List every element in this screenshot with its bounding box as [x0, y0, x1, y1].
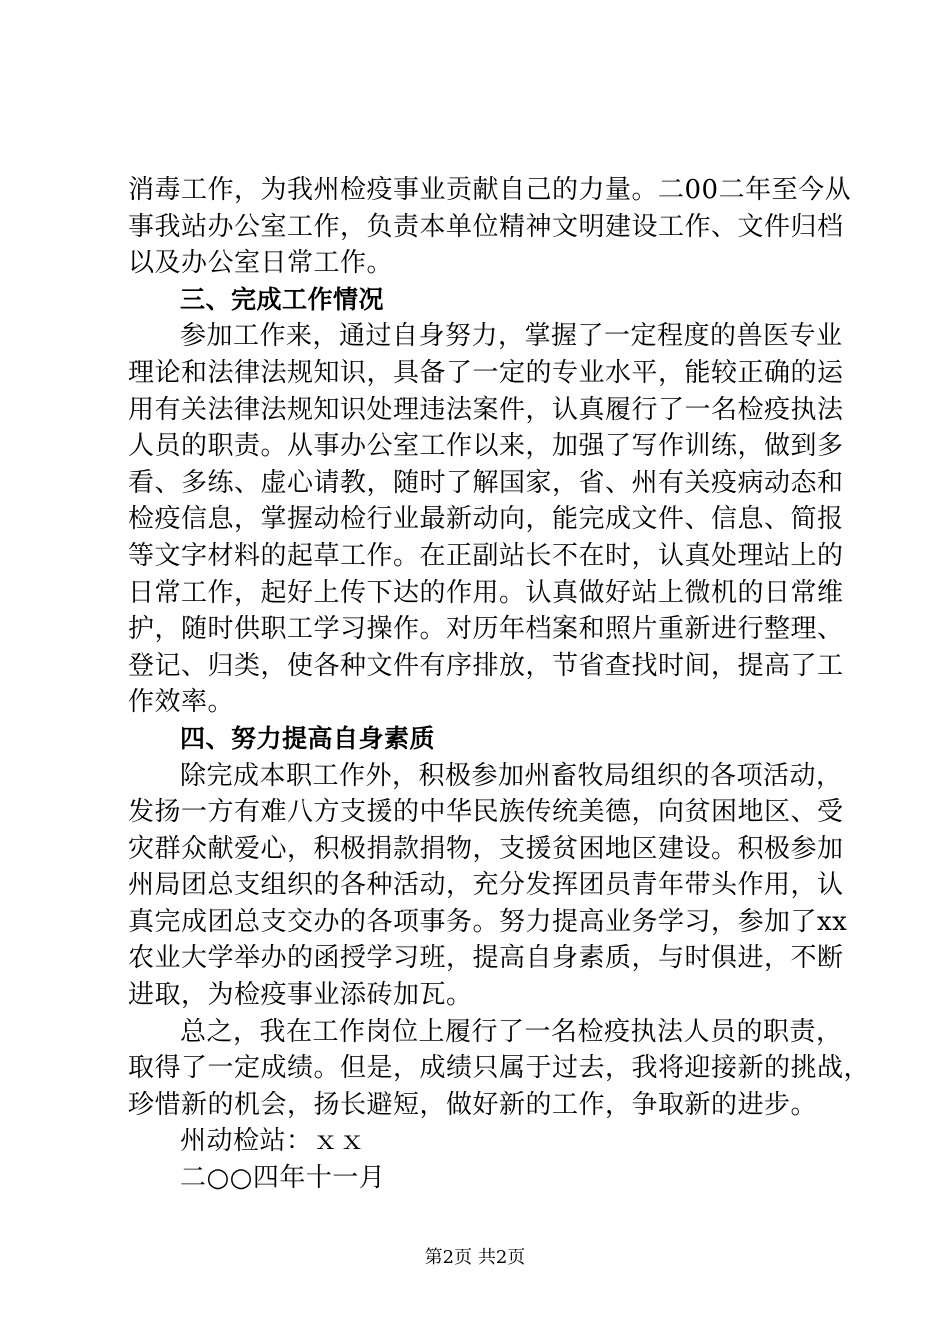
text-line: 检疫信息，掌握动检行业最新动向，能完成文件、信息、简报 — [128, 504, 844, 535]
text-line: 理论和法律法规知识，具备了一定的专业水平，能较正确的运 — [128, 357, 844, 388]
text-line: 州局团总支组织的各种活动，充分发挥团员青年带头作用，认 — [128, 870, 844, 901]
text-line: 用有关法律法规知识处理违法案件，认真履行了一名检疫执法 — [128, 394, 844, 425]
text-line: 进取，为检疫事业添砖加瓦。 — [128, 980, 473, 1011]
text-line: 珍惜新的机会，扬长避短，做好新的工作，争取新的进步。 — [128, 1089, 818, 1120]
text-line: 护，随时供职工学习操作。对历年档案和照片重新进行整理、 — [128, 614, 844, 645]
text-line: 真完成团总支交办的各项事务。努力提高业务学习，参加了xx — [128, 906, 848, 937]
text-line: 参加工作来，通过自身努力，掌握了一定程度的兽医专业 — [180, 321, 843, 352]
text-line: 州动检站：ｘｘ — [180, 1126, 366, 1157]
text-line: 灾群众献爱心，积极捐款捐物，支援贫困地区建设。积极参加 — [128, 833, 844, 864]
text-line: 作效率。 — [128, 687, 235, 718]
section-heading: 三、完成工作情况 — [180, 284, 385, 314]
text-line: 等文字材料的起草工作。在正副站长不在时，认真处理站上的 — [128, 540, 844, 571]
text-line: 总之，我在工作岗位上履行了一名检疫执法人员的职责， — [180, 1016, 843, 1047]
text-line: 发扬一方有难八方支援的中华民族传统美德，向贫困地区、受 — [128, 797, 844, 828]
text-line: 登记、归类，使各种文件有序排放，节省查找时间，提高了工 — [128, 650, 844, 681]
text-line: 以及办公室日常工作。 — [128, 248, 394, 279]
text-line: 消毒工作，为我州检疫事业贡献自己的力量。二00二年至今从 — [128, 175, 852, 205]
text-line: 除完成本职工作外，积极参加州畜牧局组织的各项活动， — [180, 760, 843, 791]
section-heading: 四、努力提高自身素质 — [180, 723, 436, 753]
text-line: 二○○四年十一月 — [180, 1163, 386, 1194]
text-line: 日常工作，起好上传下达的作用。认真做好站上微机的日常维 — [128, 577, 844, 608]
text-line: 看、多练、虚心请教，随时了解国家，省、州有关疫病动态和 — [128, 467, 844, 498]
text-line: 农业大学举办的函授学习班，提高自身素质，与时俱进，不断 — [128, 943, 844, 974]
page-footer: 第2页 共2页 — [424, 1247, 526, 1268]
text-line: 取得了一定成绩。但是，成绩只属于过去，我将迎接新的挑战， — [128, 1053, 871, 1084]
text-line: 事我站办公室工作，负责本单位精神文明建设工作、文件归档 — [128, 211, 844, 242]
document-body — [128, 172, 871, 1197]
text-line: 人员的职责。从事办公室工作以来，加强了写作训练，做到多 — [128, 431, 844, 462]
